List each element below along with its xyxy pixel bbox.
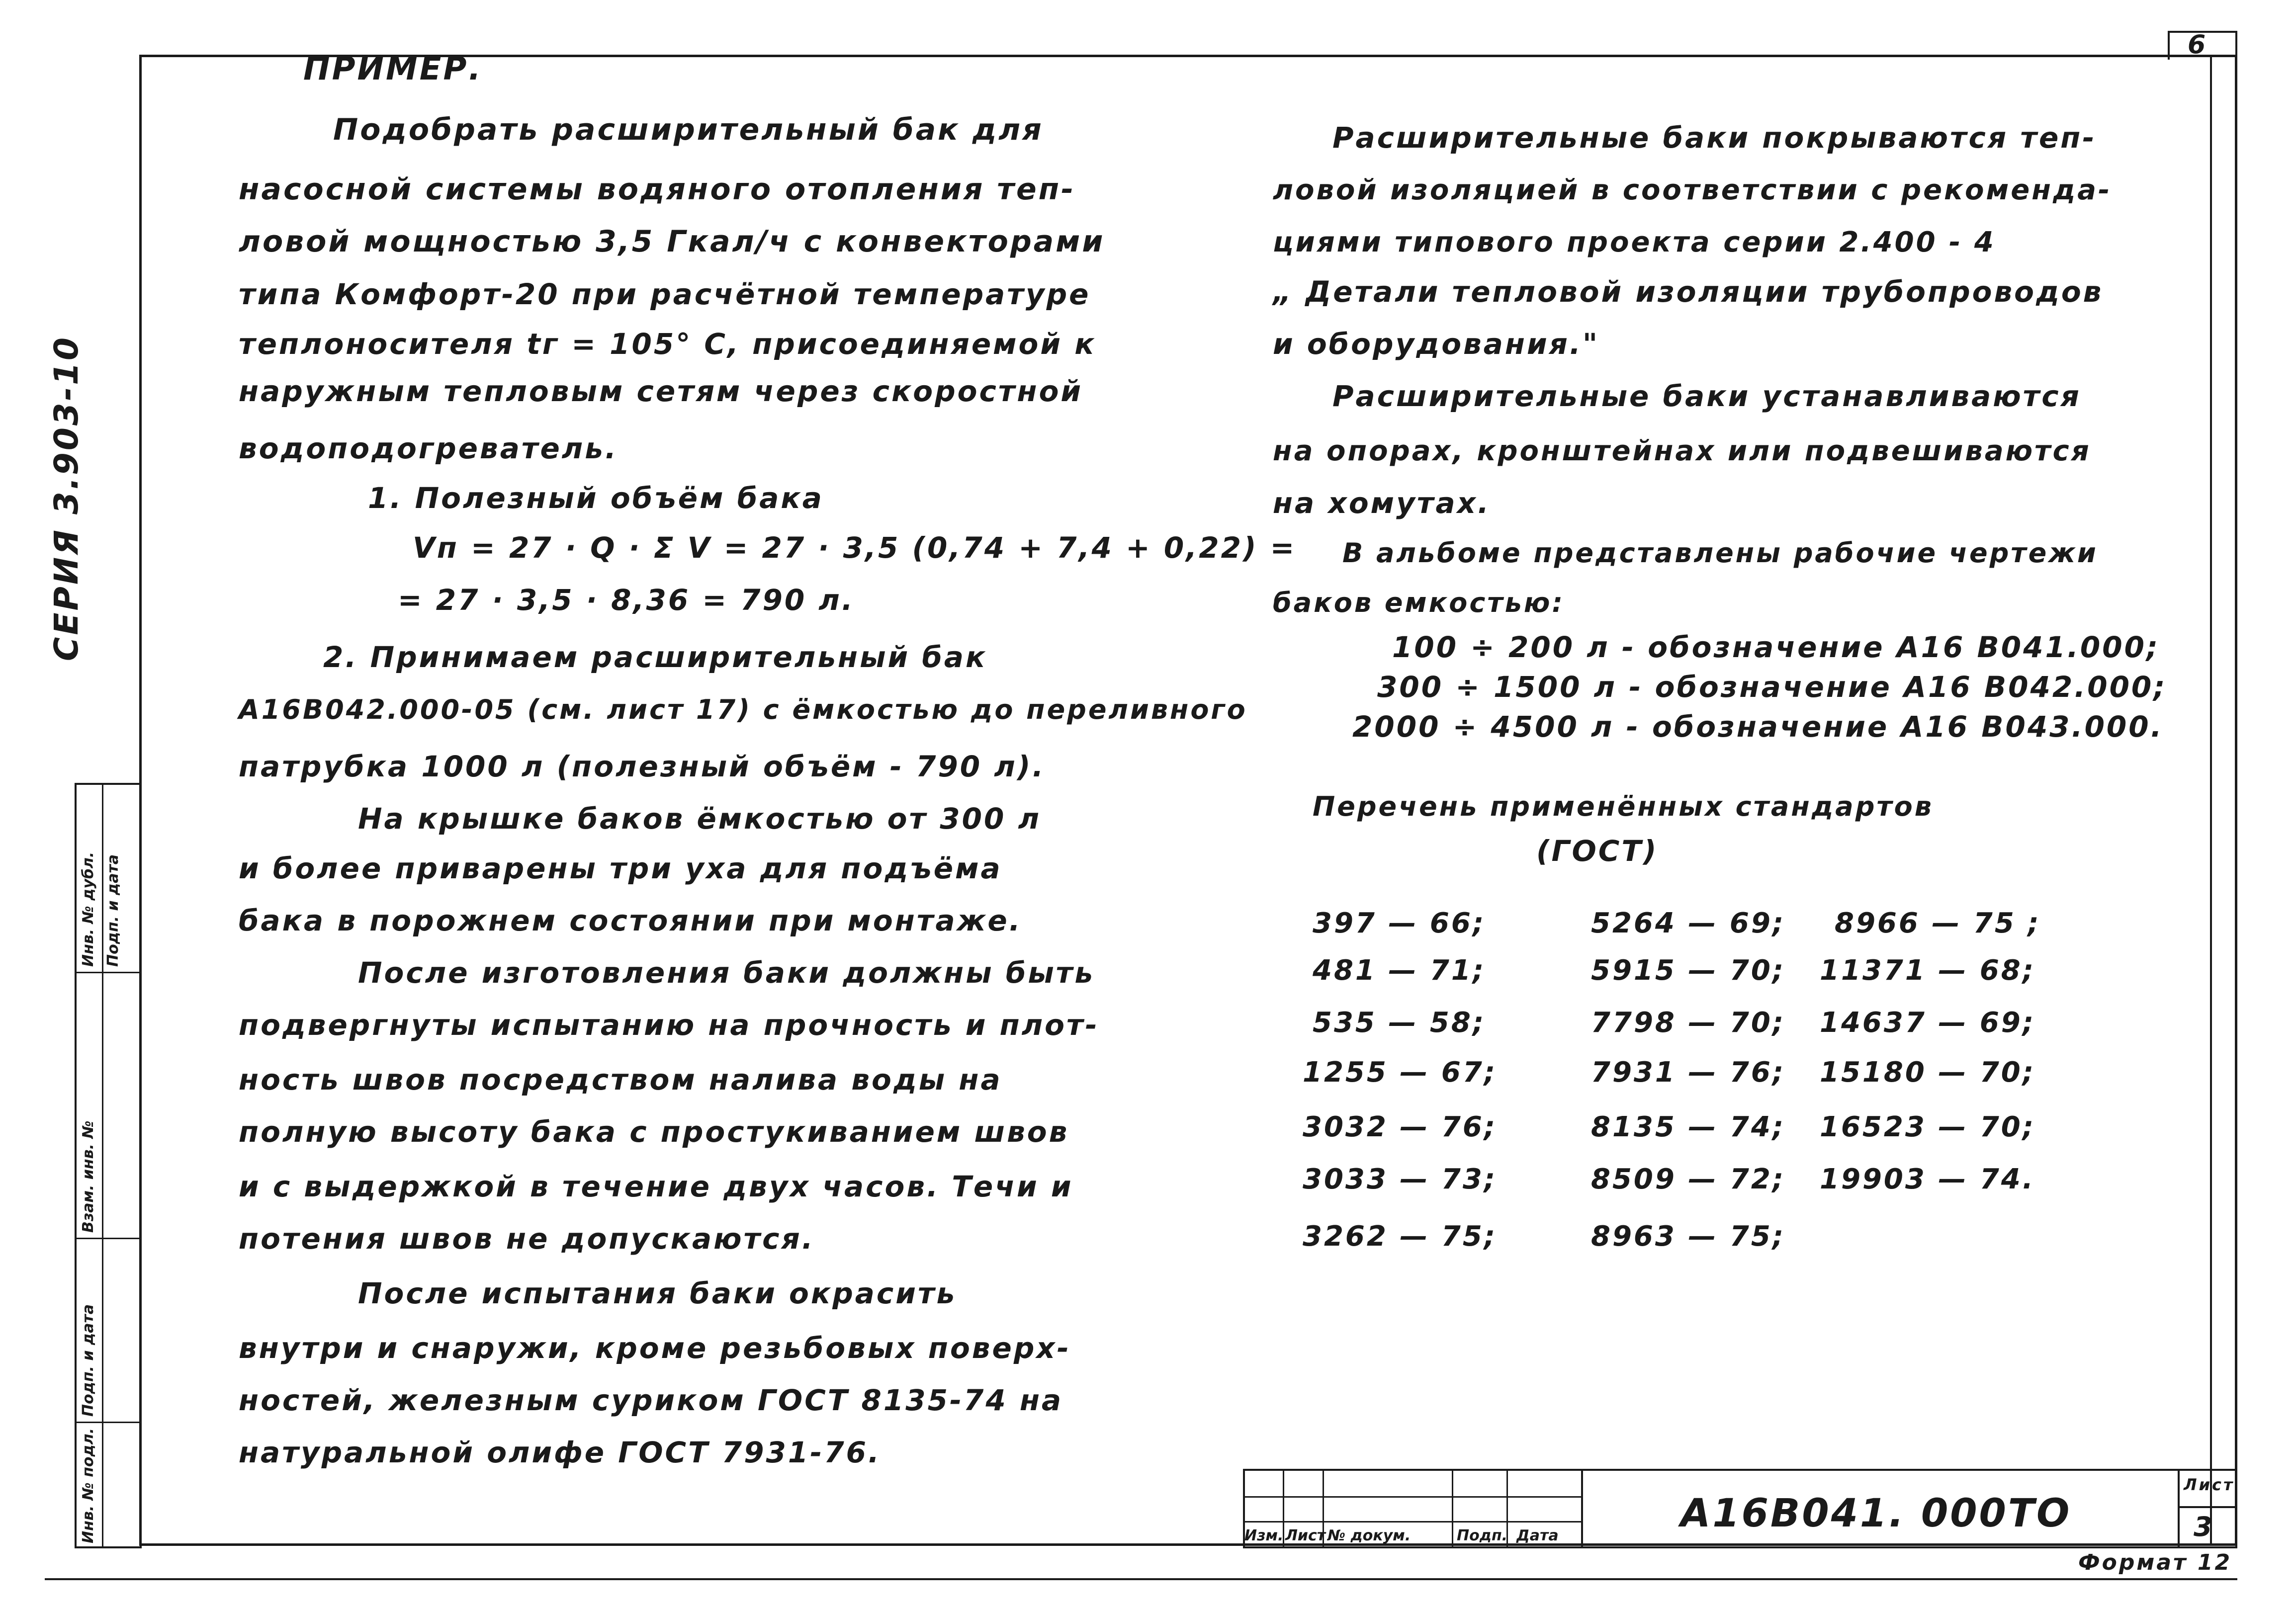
- text-line: натуральной олифе ГОСТ 7931-76.: [239, 1435, 882, 1469]
- standard-item: 5264 — 69;: [1591, 907, 1786, 939]
- stamp-strip-divider: [102, 783, 103, 1548]
- text-line: ность швов посредством налива воды на: [239, 1062, 1002, 1097]
- standard-item: 3033 — 73;: [1303, 1163, 1498, 1195]
- standard-item: 8509 — 72;: [1591, 1163, 1786, 1195]
- text-line: (ГОСТ): [1536, 834, 1659, 868]
- text-line: и с выдержкой в течение двух часов. Течи и: [239, 1169, 1073, 1203]
- standard-item: 3032 — 76;: [1303, 1110, 1498, 1143]
- text-line: патрубка 1000 л (полезный объём - 790 л).: [239, 749, 1046, 783]
- title-block-divider: [1243, 1521, 1581, 1523]
- tb-col-izm: Изм.: [1244, 1527, 1284, 1544]
- standard-item: 5915 — 70;: [1591, 954, 1786, 987]
- text-line: подвергнуты испытанию на прочность и плот-: [239, 1008, 1099, 1042]
- stamp-label: Инв. № подл.: [80, 1428, 97, 1543]
- text-line: В альбоме представлены рабочие чертежи: [1342, 537, 2098, 569]
- text-line: на опорах, кронштейнах или подвешиваются: [1273, 434, 2091, 467]
- stamp-label: Взам. инв. №: [80, 1120, 97, 1233]
- document-code: А16В041. 000ТО: [1680, 1491, 2072, 1536]
- text-line: 300 ÷ 1500 л - обозначение А16 В042.000;: [1377, 670, 2167, 704]
- stamp-label: Инв. № дубл.: [80, 851, 97, 967]
- text-line: = 27 · 3,5 · 8,36 = 790 л.: [398, 583, 855, 617]
- stamp-label: Подп. и дата: [80, 1304, 97, 1417]
- stamp-row-divider: [75, 1238, 142, 1239]
- title-block-divider: [2178, 1469, 2180, 1548]
- text-line: бака в порожнем состоянии при монтаже.: [239, 903, 1022, 937]
- standard-item: 8966 — 75 ;: [1835, 907, 2041, 939]
- standard-item: 7798 — 70;: [1591, 1006, 1786, 1039]
- text-line: На крышке баков ёмкостью от 300 л: [358, 801, 1042, 836]
- standard-item: 1255 — 67;: [1303, 1056, 1498, 1089]
- standard-item: 14637 — 69;: [1820, 1006, 2036, 1039]
- tb-col-data: Дата: [1516, 1527, 1559, 1544]
- text-line: ловой мощностью 3,5 Гкал/ч с конвекторами: [239, 224, 1105, 259]
- standard-item: 3262 — 75;: [1303, 1220, 1498, 1253]
- text-line: А16В042.000-05 (см. лист 17) с ёмкостью до переливного: [239, 694, 1247, 726]
- text-line: потения швов не допускаются.: [239, 1221, 815, 1256]
- standard-item: 397 — 66;: [1313, 907, 1486, 939]
- text-line: полную высоту бака с простукиванием швов: [239, 1114, 1069, 1149]
- text-line: и более приварены три уха для подъёма: [239, 851, 1002, 885]
- text-line: ПРИМЕР.: [303, 51, 483, 88]
- standard-item: 16523 — 70;: [1820, 1110, 2036, 1143]
- text-line: Подобрать расширительный бак для: [333, 112, 1044, 147]
- series-label: СЕРИЯ 3.903-10: [47, 336, 86, 661]
- title-block-divider: [1452, 1469, 1453, 1548]
- text-line: ловой изоляцией в соответствии с рекоменда-: [1273, 173, 2112, 206]
- text-line: теплоносителя tг = 105° С, присоединяемой к: [239, 327, 1096, 361]
- text-line: циями типового проекта серии 2.400 - 4: [1273, 226, 1996, 258]
- title-block-divider: [1581, 1469, 1583, 1548]
- text-line: типа Комфорт-20 при расчётной температуре: [239, 277, 1091, 311]
- sheet-label: Лист: [2184, 1475, 2235, 1494]
- sheet-value: 3: [2194, 1511, 2214, 1542]
- text-line: Vп = 27 · Q · Σ V = 27 · 3,5 (0,74 + 7,4 + 0,22) =: [413, 530, 1297, 565]
- standard-item: 8135 — 74;: [1591, 1110, 1786, 1143]
- text-line: Расширительные баки устанавливаются: [1332, 379, 2081, 413]
- stamp-row-divider: [75, 1422, 142, 1423]
- tb-col-doc: № докум.: [1327, 1527, 1411, 1544]
- text-line: водоподогреватель.: [239, 431, 618, 465]
- text-line: 100 ÷ 200 л - обозначение А16 В041.000;: [1392, 630, 2160, 664]
- text-line: После испытания баки окрасить: [358, 1276, 957, 1310]
- stamp-row-divider: [75, 972, 142, 973]
- frame-bottom-line: [45, 1578, 2237, 1580]
- standard-item: 8963 — 75;: [1591, 1220, 1786, 1253]
- text-line: „ Детали тепловой изоляции трубопроводов: [1273, 274, 2104, 309]
- text-line: внутри и снаружи, кроме резьбовых поверх-: [239, 1331, 1071, 1365]
- standard-item: 481 — 71;: [1313, 954, 1486, 987]
- stamp-label: Подп. и дата: [104, 854, 122, 967]
- text-line: 1. Полезный объём бака: [368, 481, 824, 515]
- tb-col-list: Лист: [1285, 1527, 1326, 1544]
- text-line: баков емкостью:: [1273, 587, 1565, 619]
- text-line: ностей, железным суриком ГОСТ 8135-74 на: [239, 1383, 1063, 1417]
- text-line: на хомутах.: [1273, 486, 1491, 520]
- frame-inner-line: [2210, 55, 2212, 1546]
- title-block-divider: [2178, 1506, 2237, 1508]
- format-label: Формат 12: [2078, 1550, 2232, 1575]
- sheet-number: 6: [2188, 30, 2208, 60]
- text-line: 2. Принимаем расширительный бак: [323, 640, 987, 674]
- standard-item: 11371 — 68;: [1820, 954, 2036, 987]
- tb-col-podp: Подп.: [1457, 1527, 1508, 1544]
- text-line: насосной системы водяного отопления теп-: [239, 172, 1076, 207]
- standard-item: 7931 — 76;: [1591, 1056, 1786, 1089]
- standard-item: 15180 — 70;: [1820, 1056, 2036, 1089]
- text-line: После изготовления баки должны быть: [358, 955, 1095, 990]
- text-line: наружным тепловым сетям через скоростной: [239, 374, 1083, 408]
- standard-item: 535 — 58;: [1313, 1006, 1486, 1039]
- text-line: 2000 ÷ 4500 л - обозначение А16 В043.000.: [1352, 709, 2164, 744]
- title-block-divider: [1243, 1496, 1581, 1498]
- text-line: и оборудования.": [1273, 327, 1600, 361]
- standard-item: 19903 — 74.: [1820, 1163, 2035, 1195]
- text-line: Перечень применённых стандартов: [1313, 791, 1934, 823]
- text-line: Расширительные баки покрываются теп-: [1332, 120, 2097, 155]
